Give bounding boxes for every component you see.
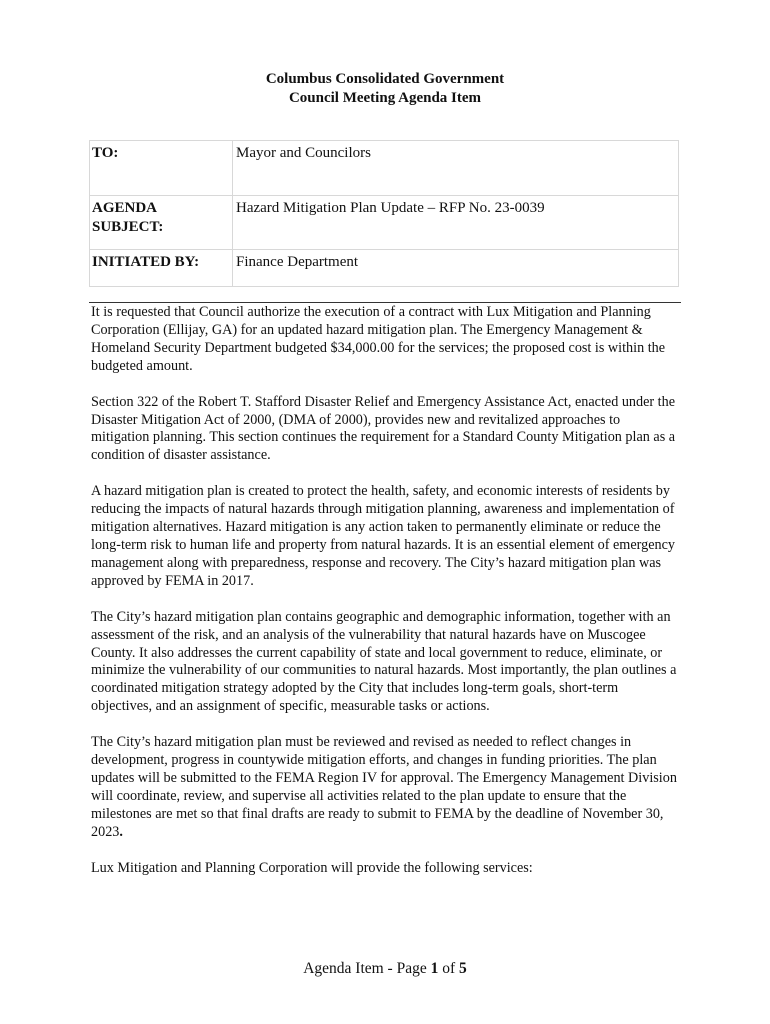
- meta-row-to: [90, 141, 679, 196]
- paragraph-services-intro: Lux Mitigation and Planning Corporation will provide the following services:: [91, 859, 533, 876]
- paragraph-plan-purpose: A hazard mitigation plan is created to protect the health, safety, and economic interests of residents by reducing the impacts of natural hazards through mitigation planning, awareness and implementation of mitigation alternatives. Hazard mitigation is any action taken to permanently eliminate or reduce the long-term risk to human life and property from natural hazards. It is an essential element of emergency management along with preparedness, response and recovery. The City’s hazard mitigation plan was approved by FEMA in 2017.: [91, 483, 675, 589]
- meta-row-initiated: [90, 250, 679, 287]
- paragraph-plan-review-period: .: [119, 823, 123, 840]
- footer-page-number: 1: [430, 960, 439, 977]
- meta-row-subject: [90, 196, 679, 250]
- paragraph-plan-review-text: The City’s hazard mitigation plan must be reviewed and revised as needed to reflect changes in development, progress in countywide mitigation efforts, and changes in funding priorities. The plan updates will be submitted to the FEMA Region IV for approval. The Emergency Management Division will coordinate, review, and supervise all activities related to the plan update to ensure that the milestones are met so that final drafts are ready to submit to FEMA by the deadline of November 30, 2023: [91, 734, 677, 840]
- paragraph-plan-review: [91, 734, 679, 841]
- subject-label-line-2: SUBJECT:: [92, 219, 164, 235]
- title-line-2: Council Meeting Agenda Item: [288, 90, 482, 106]
- initiated-value: Finance Department: [233, 250, 679, 287]
- footer-page-total: 5: [459, 960, 467, 977]
- subject-label: [90, 196, 233, 250]
- initiated-label: INITIATED BY:: [90, 250, 233, 287]
- title-line-1: Columbus Consolidated Government: [265, 71, 505, 87]
- to-label: TO:: [90, 141, 233, 196]
- subject-value: Hazard Mitigation Plan Update – RFP No. 23-0039: [233, 196, 679, 250]
- document-body: [91, 304, 679, 895]
- footer-prefix: Agenda Item - Page: [303, 960, 431, 977]
- document-title: [0, 70, 770, 108]
- to-value: Mayor and Councilors: [233, 141, 679, 196]
- paragraph-request: It is requested that Council authorize the execution of a contract with Lux Mitigation and Planning Corporation (Ellijay, GA) for an updated hazard mitigation plan. The Emergency Management & Homeland Security Department budgeted $34,000.00 for the services; the proposed cost is within the budgeted amount.: [91, 304, 666, 374]
- subject-label-line-1: AGENDA: [92, 200, 158, 216]
- page-footer: [0, 960, 770, 978]
- section-divider: [89, 302, 681, 303]
- footer-of: of: [438, 960, 460, 977]
- agenda-meta-table: [89, 140, 679, 287]
- paragraph-section-322: Section 322 of the Robert T. Stafford Disaster Relief and Emergency Assistance Act, enacted under the Disaster Mitigation Act of 2000, (DMA of 2000), provides new and revitalized approaches to mitigation planning. This section continues the requirement for a Standard County Mitigation plan as a condition of disaster assistance.: [91, 393, 676, 464]
- paragraph-plan-contents: The City’s hazard mitigation plan contains geographic and demographic information, together with an assessment of the risk, and an analysis of the vulnerability that natural hazards have on Muscogee County. It also addresses the current capability of state and local government to reduce, eliminate, or minimize the vulnerability of our communities to natural hazards. Most importantly, the plan outlines a coordinated mitigation strategy adopted by the City that includes long-term goals, short-term objectives, and an assignment of specific, measurable tasks or actions.: [91, 608, 677, 715]
